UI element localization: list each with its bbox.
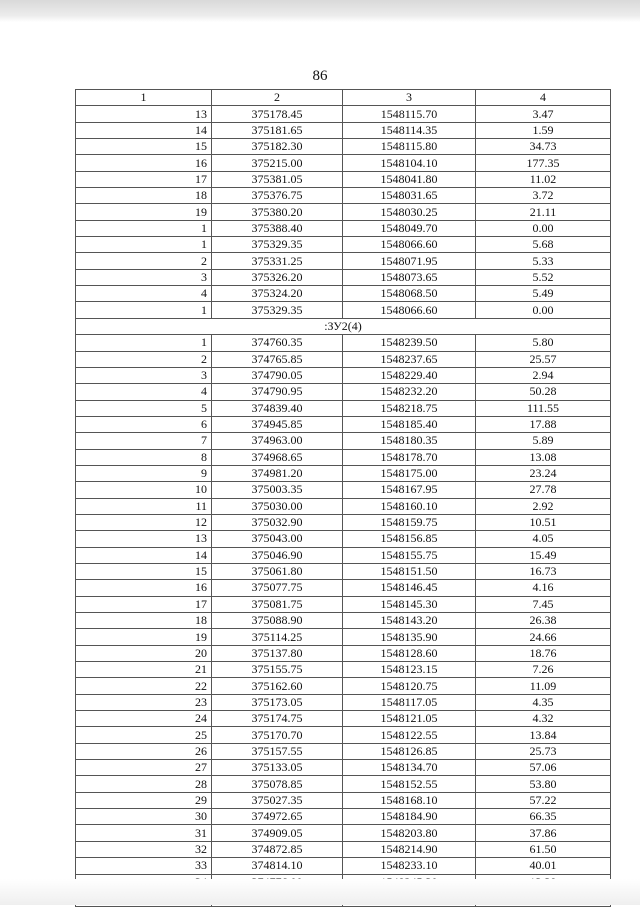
point-number-cell: 4 — [76, 384, 212, 400]
x-coordinate-cell: 374945.85 — [212, 416, 343, 432]
x-coordinate-cell: 375215.00 — [212, 155, 343, 171]
table-row — [76, 580, 611, 596]
x-coordinate-cell: 375137.80 — [212, 645, 343, 661]
distance-cell: 7.26 — [476, 662, 611, 678]
distance-cell: 26.38 — [476, 613, 611, 629]
point-number-cell: 14 — [76, 122, 212, 138]
point-number-cell: 17 — [76, 596, 212, 612]
distance-cell: 4.32 — [476, 711, 611, 727]
y-coordinate-cell: 1548121.05 — [343, 711, 476, 727]
x-coordinate-cell: 375081.75 — [212, 596, 343, 612]
y-coordinate-cell: 1548239.50 — [343, 335, 476, 351]
x-coordinate-cell: 374814.10 — [212, 858, 343, 874]
point-number-cell: 19 — [76, 629, 212, 645]
y-coordinate-cell: 1548104.10 — [343, 155, 476, 171]
table-row — [76, 171, 611, 187]
table-row — [76, 727, 611, 743]
point-number-cell: 4 — [76, 286, 212, 302]
distance-cell: 2.94 — [476, 367, 611, 383]
table-row — [76, 367, 611, 383]
x-coordinate-cell: 374790.05 — [212, 367, 343, 383]
x-coordinate-cell: 375003.35 — [212, 482, 343, 498]
distance-cell: 66.35 — [476, 809, 611, 825]
point-number-cell: 1 — [76, 335, 212, 351]
x-coordinate-cell: 375157.55 — [212, 743, 343, 759]
point-number-cell: 20 — [76, 645, 212, 661]
y-coordinate-cell: 1548175.00 — [343, 465, 476, 481]
table-row — [76, 335, 611, 351]
distance-cell: 2.92 — [476, 498, 611, 514]
x-coordinate-cell: 375380.20 — [212, 204, 343, 220]
y-coordinate-cell: 1548117.05 — [343, 694, 476, 710]
y-coordinate-cell: 1548122.55 — [343, 727, 476, 743]
column-header-2: 2 — [212, 90, 343, 106]
distance-cell: 5.49 — [476, 286, 611, 302]
distance-cell: 27.78 — [476, 482, 611, 498]
x-coordinate-cell: 375061.80 — [212, 563, 343, 579]
table-row — [76, 351, 611, 367]
table-row — [76, 711, 611, 727]
point-number-cell: 18 — [76, 613, 212, 629]
table-row — [76, 629, 611, 645]
x-coordinate-cell: 375388.40 — [212, 220, 343, 236]
column-header-4: 4 — [476, 90, 611, 106]
y-coordinate-cell: 1548167.95 — [343, 482, 476, 498]
table-row — [76, 858, 611, 874]
x-coordinate-cell: 374972.65 — [212, 809, 343, 825]
x-coordinate-cell: 375027.35 — [212, 792, 343, 808]
point-number-cell: 11 — [76, 498, 212, 514]
x-coordinate-cell: 375043.00 — [212, 531, 343, 547]
y-coordinate-cell: 1548159.75 — [343, 514, 476, 530]
table-row — [76, 139, 611, 155]
x-coordinate-cell: 375114.25 — [212, 629, 343, 645]
point-number-cell: 8 — [76, 449, 212, 465]
x-coordinate-cell: 375329.35 — [212, 237, 343, 253]
y-coordinate-cell: 1548145.30 — [343, 596, 476, 612]
table-row — [76, 106, 611, 122]
table-body-part-1 — [76, 106, 611, 318]
distance-cell: 15.49 — [476, 547, 611, 563]
point-number-cell: 9 — [76, 465, 212, 481]
distance-cell: 7.45 — [476, 596, 611, 612]
point-number-cell: 1 — [76, 302, 212, 318]
y-coordinate-cell: 1548114.35 — [343, 122, 476, 138]
table-row — [76, 482, 611, 498]
y-coordinate-cell: 1548115.80 — [343, 139, 476, 155]
table-row — [76, 253, 611, 269]
table-row — [76, 155, 611, 171]
section-label: :ЗУ2(4) — [76, 318, 611, 334]
y-coordinate-cell: 1548126.85 — [343, 743, 476, 759]
table-row — [76, 825, 611, 841]
section-divider — [76, 318, 611, 334]
point-number-cell: 13 — [76, 531, 212, 547]
table-row — [76, 694, 611, 710]
point-number-cell: 1 — [76, 220, 212, 236]
x-coordinate-cell: 375155.75 — [212, 662, 343, 678]
header-row — [76, 90, 611, 106]
x-coordinate-cell: 375077.75 — [212, 580, 343, 596]
y-coordinate-cell: 1548049.70 — [343, 220, 476, 236]
table-row — [76, 678, 611, 694]
x-coordinate-cell: 375326.20 — [212, 269, 343, 285]
table-row — [76, 514, 611, 530]
table-row — [76, 563, 611, 579]
table-row — [76, 204, 611, 220]
table-row — [76, 449, 611, 465]
point-number-cell: 24 — [76, 711, 212, 727]
distance-cell: 40.01 — [476, 858, 611, 874]
y-coordinate-cell: 1548135.90 — [343, 629, 476, 645]
point-number-cell: 13 — [76, 106, 212, 122]
distance-cell: 16.73 — [476, 563, 611, 579]
x-coordinate-cell: 374968.65 — [212, 449, 343, 465]
distance-cell: 24.66 — [476, 629, 611, 645]
point-number-cell: 26 — [76, 743, 212, 759]
distance-cell: 111.55 — [476, 400, 611, 416]
x-coordinate-cell: 374760.35 — [212, 335, 343, 351]
point-number-cell: 7 — [76, 433, 212, 449]
y-coordinate-cell: 1548232.20 — [343, 384, 476, 400]
table-row — [76, 613, 611, 629]
distance-cell: 0.00 — [476, 302, 611, 318]
point-number-cell: 30 — [76, 809, 212, 825]
distance-cell: 50.28 — [476, 384, 611, 400]
table-row — [76, 776, 611, 792]
distance-cell: 3.47 — [476, 106, 611, 122]
point-number-cell: 27 — [76, 760, 212, 776]
column-header-1: 1 — [76, 90, 212, 106]
distance-cell: 57.06 — [476, 760, 611, 776]
y-coordinate-cell: 1548152.55 — [343, 776, 476, 792]
distance-cell: 177.35 — [476, 155, 611, 171]
distance-cell: 37.86 — [476, 825, 611, 841]
page-number: 86 — [312, 68, 328, 84]
y-coordinate-cell: 1548233.10 — [343, 858, 476, 874]
distance-cell: 11.09 — [476, 678, 611, 694]
point-number-cell: 16 — [76, 155, 212, 171]
section-row — [76, 318, 611, 334]
y-coordinate-cell: 1548146.45 — [343, 580, 476, 596]
distance-cell: 5.89 — [476, 433, 611, 449]
point-number-cell: 3 — [76, 367, 212, 383]
y-coordinate-cell: 1548073.65 — [343, 269, 476, 285]
distance-cell: 61.50 — [476, 841, 611, 857]
point-number-cell: 1 — [76, 237, 212, 253]
table-row — [76, 122, 611, 138]
table-row — [76, 269, 611, 285]
y-coordinate-cell: 1548066.60 — [343, 237, 476, 253]
table-body-part-2 — [76, 335, 611, 907]
point-number-cell: 6 — [76, 416, 212, 432]
y-coordinate-cell: 1548120.75 — [343, 678, 476, 694]
point-number-cell: 31 — [76, 825, 212, 841]
table-row — [76, 188, 611, 204]
y-coordinate-cell: 1548184.90 — [343, 809, 476, 825]
x-coordinate-cell: 375381.05 — [212, 171, 343, 187]
table-row — [76, 286, 611, 302]
distance-cell: 0.00 — [476, 220, 611, 236]
y-coordinate-cell: 1548134.70 — [343, 760, 476, 776]
table-row — [76, 645, 611, 661]
x-coordinate-cell: 375331.25 — [212, 253, 343, 269]
x-coordinate-cell: 375032.90 — [212, 514, 343, 530]
point-number-cell: 2 — [76, 351, 212, 367]
coordinates-table — [75, 89, 611, 907]
point-number-cell: 17 — [76, 171, 212, 187]
y-coordinate-cell: 1548030.25 — [343, 204, 476, 220]
y-coordinate-cell: 1548066.60 — [343, 302, 476, 318]
y-coordinate-cell: 1548229.40 — [343, 367, 476, 383]
x-coordinate-cell: 375376.75 — [212, 188, 343, 204]
x-coordinate-cell: 374872.85 — [212, 841, 343, 857]
distance-cell: 53.80 — [476, 776, 611, 792]
y-coordinate-cell: 1548068.50 — [343, 286, 476, 302]
point-number-cell: 28 — [76, 776, 212, 792]
x-coordinate-cell: 375182.30 — [212, 139, 343, 155]
y-coordinate-cell: 1548237.65 — [343, 351, 476, 367]
point-number-cell: 3 — [76, 269, 212, 285]
point-number-cell: 12 — [76, 514, 212, 530]
distance-cell: 4.16 — [476, 580, 611, 596]
distance-cell: 4.05 — [476, 531, 611, 547]
table-row — [76, 547, 611, 563]
x-coordinate-cell: 375162.60 — [212, 678, 343, 694]
y-coordinate-cell: 1548168.10 — [343, 792, 476, 808]
table-row — [76, 465, 611, 481]
y-coordinate-cell: 1548071.95 — [343, 253, 476, 269]
table-row — [76, 433, 611, 449]
y-coordinate-cell: 1548123.15 — [343, 662, 476, 678]
table-row — [76, 662, 611, 678]
point-number-cell: 21 — [76, 662, 212, 678]
point-number-cell: 22 — [76, 678, 212, 694]
x-coordinate-cell: 375174.75 — [212, 711, 343, 727]
point-number-cell: 32 — [76, 841, 212, 857]
y-coordinate-cell: 1548180.35 — [343, 433, 476, 449]
y-coordinate-cell: 1548203.80 — [343, 825, 476, 841]
distance-cell: 11.02 — [476, 171, 611, 187]
x-coordinate-cell: 374839.40 — [212, 400, 343, 416]
distance-cell: 13.84 — [476, 727, 611, 743]
distance-cell: 3.72 — [476, 188, 611, 204]
y-coordinate-cell: 1548041.80 — [343, 171, 476, 187]
y-coordinate-cell: 1548128.60 — [343, 645, 476, 661]
x-coordinate-cell: 375173.05 — [212, 694, 343, 710]
y-coordinate-cell: 1548156.85 — [343, 531, 476, 547]
distance-cell: 5.68 — [476, 237, 611, 253]
table-row — [76, 596, 611, 612]
x-coordinate-cell: 374790.95 — [212, 384, 343, 400]
point-number-cell: 15 — [76, 563, 212, 579]
table-row — [76, 809, 611, 825]
x-coordinate-cell: 374963.00 — [212, 433, 343, 449]
distance-cell: 17.88 — [476, 416, 611, 432]
x-coordinate-cell: 375170.70 — [212, 727, 343, 743]
distance-cell: 25.73 — [476, 743, 611, 759]
y-coordinate-cell: 1548178.70 — [343, 449, 476, 465]
table-row — [76, 384, 611, 400]
y-coordinate-cell: 1548160.10 — [343, 498, 476, 514]
point-number-cell: 16 — [76, 580, 212, 596]
distance-cell: 4.35 — [476, 694, 611, 710]
point-number-cell: 18 — [76, 188, 212, 204]
y-coordinate-cell: 1548151.50 — [343, 563, 476, 579]
column-header-3: 3 — [343, 90, 476, 106]
point-number-cell: 15 — [76, 139, 212, 155]
distance-cell: 18.76 — [476, 645, 611, 661]
y-coordinate-cell: 1548115.70 — [343, 106, 476, 122]
table-row — [76, 531, 611, 547]
table-row — [76, 220, 611, 236]
table-row — [76, 302, 611, 318]
x-coordinate-cell: 374981.20 — [212, 465, 343, 481]
distance-cell: 10.51 — [476, 514, 611, 530]
y-coordinate-cell: 1548155.75 — [343, 547, 476, 563]
point-number-cell: 25 — [76, 727, 212, 743]
distance-cell: 57.22 — [476, 792, 611, 808]
point-number-cell: 33 — [76, 858, 212, 874]
distance-cell: 1.59 — [476, 122, 611, 138]
y-coordinate-cell: 1548218.75 — [343, 400, 476, 416]
point-number-cell: 14 — [76, 547, 212, 563]
distance-cell: 34.73 — [476, 139, 611, 155]
x-coordinate-cell: 375324.20 — [212, 286, 343, 302]
distance-cell: 5.33 — [476, 253, 611, 269]
x-coordinate-cell: 375046.90 — [212, 547, 343, 563]
distance-cell: 21.11 — [476, 204, 611, 220]
x-coordinate-cell: 375030.00 — [212, 498, 343, 514]
x-coordinate-cell: 374909.05 — [212, 825, 343, 841]
y-coordinate-cell: 1548185.40 — [343, 416, 476, 432]
y-coordinate-cell: 1548143.20 — [343, 613, 476, 629]
point-number-cell: 29 — [76, 792, 212, 808]
distance-cell: 25.57 — [476, 351, 611, 367]
x-coordinate-cell: 375181.65 — [212, 122, 343, 138]
point-number-cell: 10 — [76, 482, 212, 498]
scan-top-edge — [0, 0, 640, 22]
point-number-cell: 5 — [76, 400, 212, 416]
distance-cell: 5.52 — [476, 269, 611, 285]
distance-cell: 23.24 — [476, 465, 611, 481]
table-row — [76, 498, 611, 514]
distance-cell: 13.08 — [476, 449, 611, 465]
point-number-cell: 19 — [76, 204, 212, 220]
x-coordinate-cell: 375133.05 — [212, 760, 343, 776]
point-number-cell: 2 — [76, 253, 212, 269]
table-row — [76, 760, 611, 776]
table-row — [76, 743, 611, 759]
x-coordinate-cell: 375178.45 — [212, 106, 343, 122]
table-row — [76, 237, 611, 253]
x-coordinate-cell: 375329.35 — [212, 302, 343, 318]
x-coordinate-cell: 375078.85 — [212, 776, 343, 792]
table-row — [76, 841, 611, 857]
x-coordinate-cell: 375088.90 — [212, 613, 343, 629]
distance-cell: 5.80 — [476, 335, 611, 351]
y-coordinate-cell: 1548031.65 — [343, 188, 476, 204]
point-number-cell: 23 — [76, 694, 212, 710]
table-row — [76, 400, 611, 416]
y-coordinate-cell: 1548214.90 — [343, 841, 476, 857]
table-row — [76, 792, 611, 808]
x-coordinate-cell: 374765.85 — [212, 351, 343, 367]
table-row — [76, 416, 611, 432]
scan-bottom-edge — [0, 879, 640, 905]
